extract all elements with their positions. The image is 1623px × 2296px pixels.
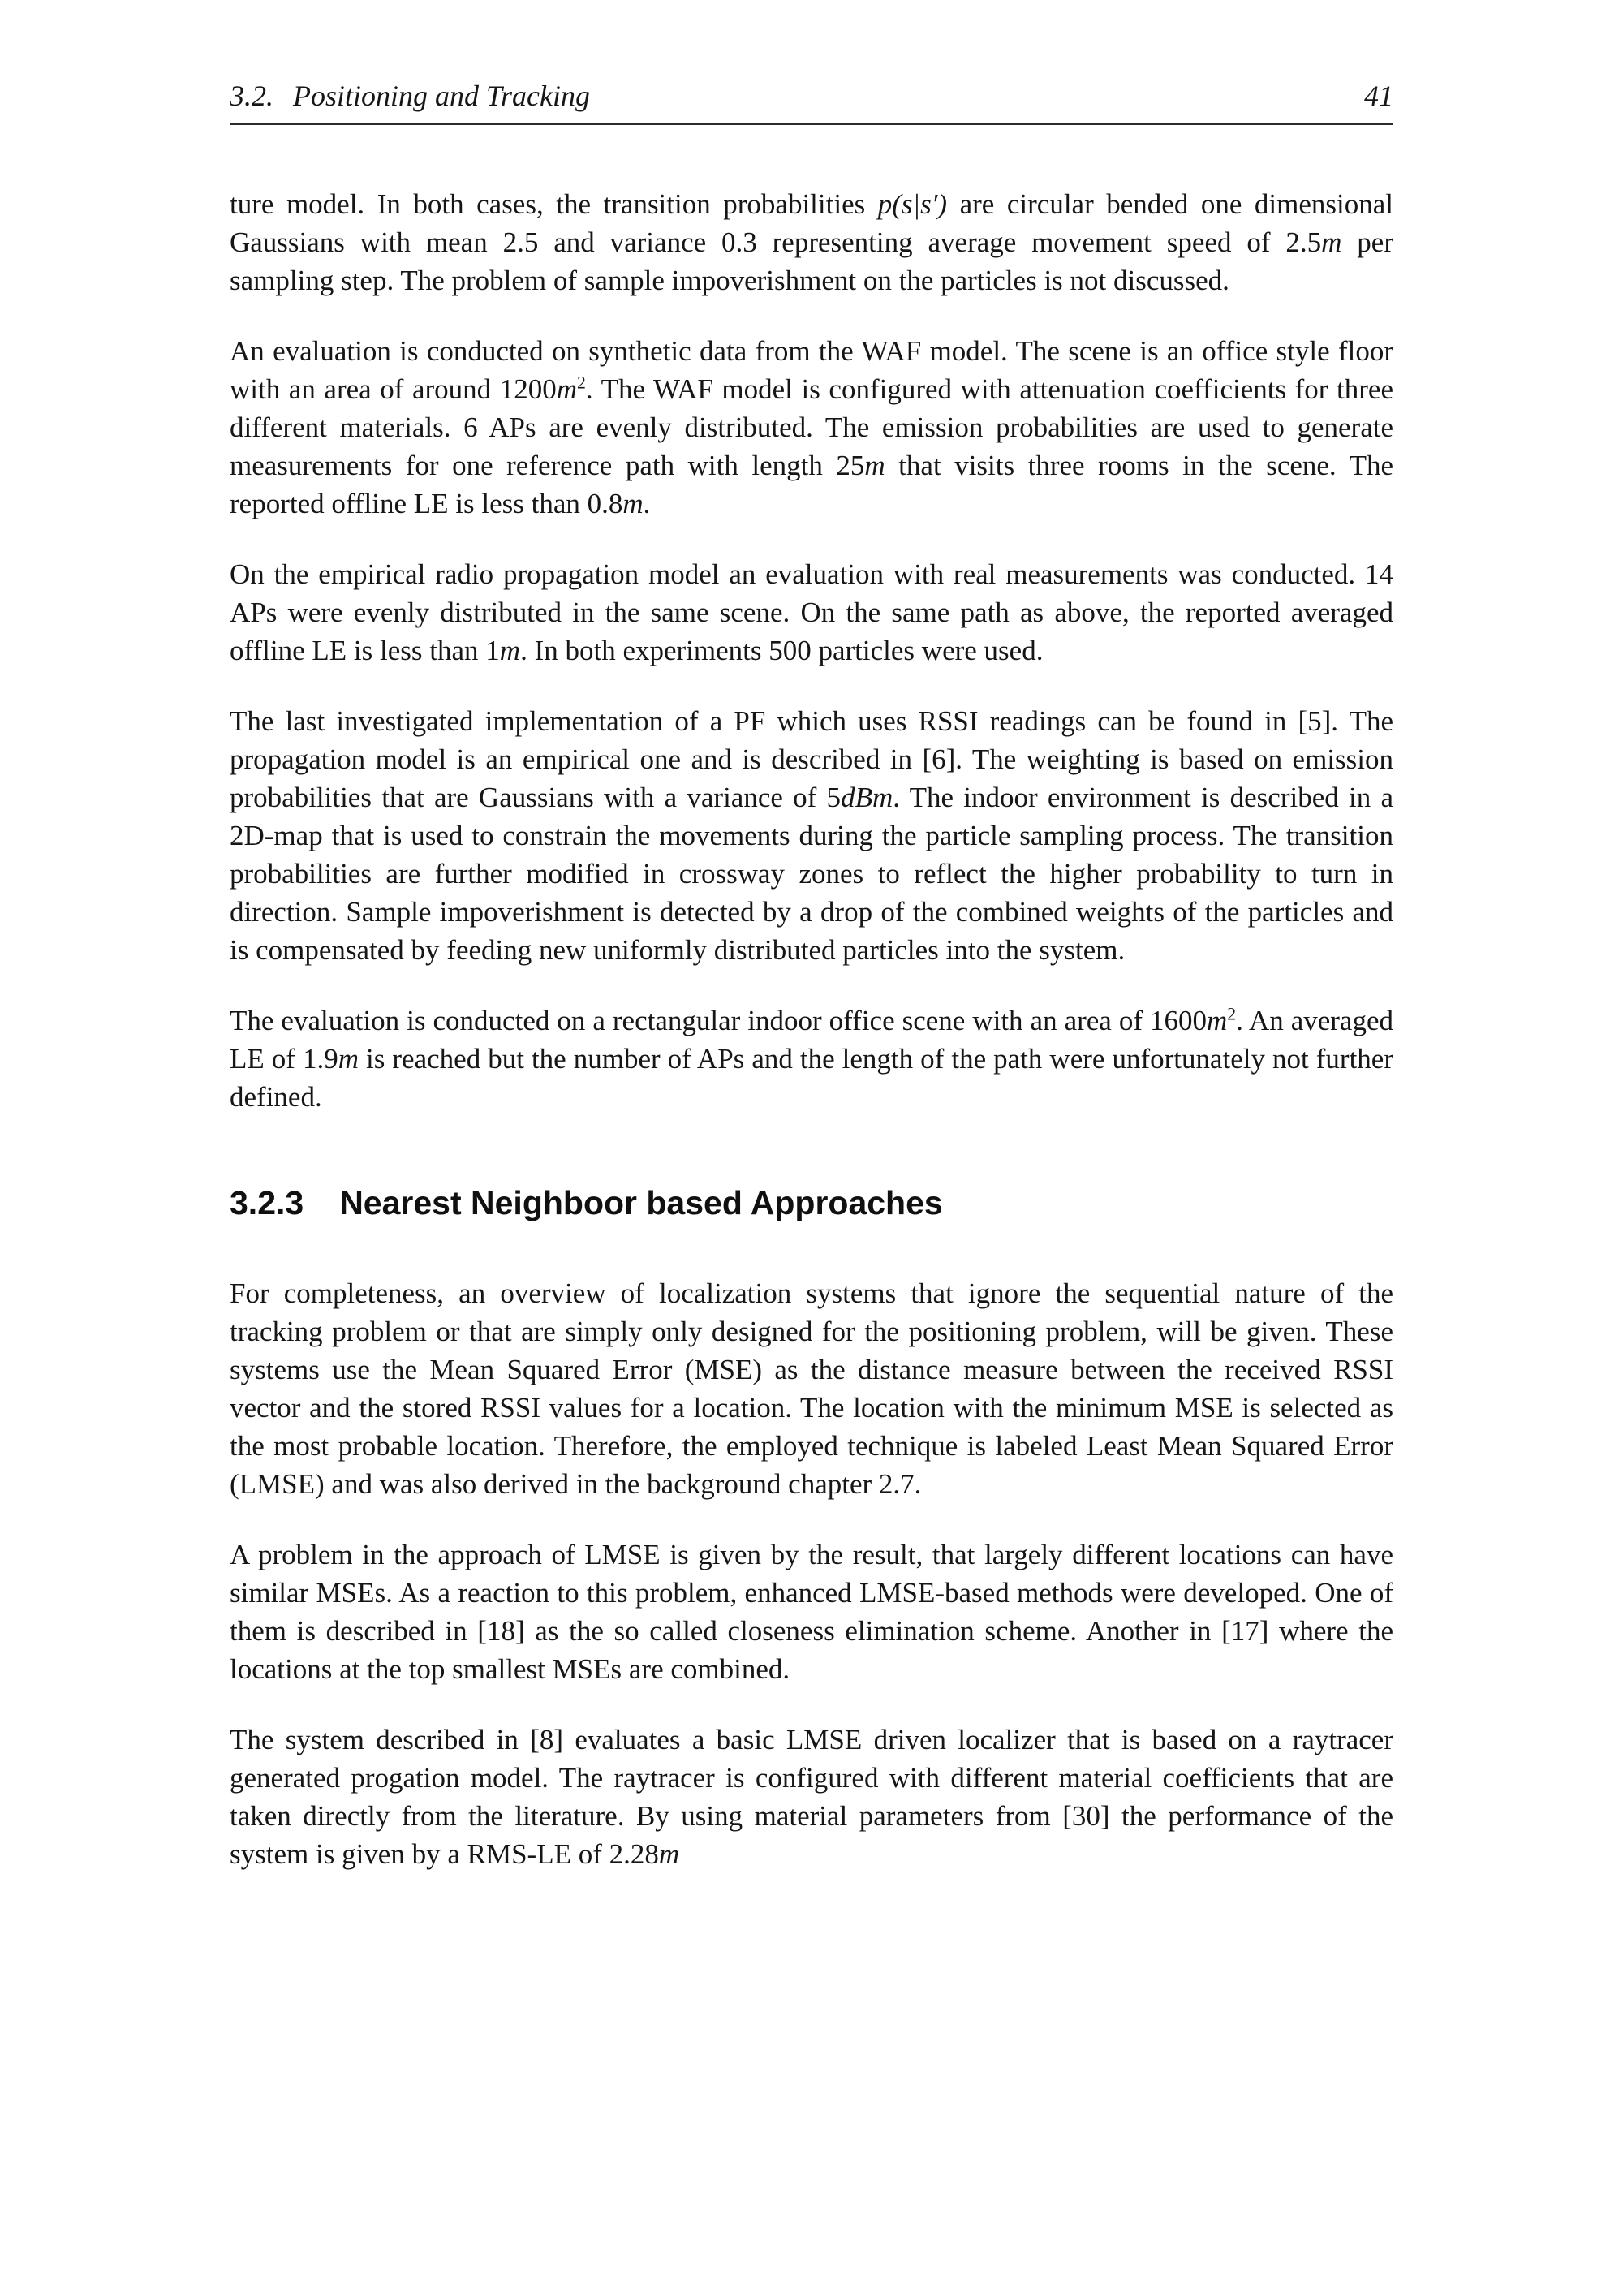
body-paragraph-7: A problem in the approach of LMSE is given by the result, that largely different locations can have similar MSEs. As a reaction to this problem, enhanced LMSE-based methods were developed. One of them is described in [18] as the so called closeness elimination scheme. Another in [17] where the locations at the top smallest MSEs are combined. — [230, 1539, 1393, 1685]
page-number: 41 — [1364, 80, 1393, 112]
section-heading — [230, 1183, 1393, 1222]
body-paragraph-1: ture model. In both cases, the transition probabilities p(s|s′) are circular bended one dimensional Gaussians with mean 2.5 and variance 0.3 representing average movement speed of 2.5m per sampling step. The problem of sample impoverishment on the particles is not discussed. — [230, 188, 1393, 296]
running-section-title: Positioning and Tracking — [293, 80, 591, 112]
body-paragraph-5: The evaluation is conducted on a rectangular indoor office scene with an area of $1600m^2$. An averaged LE of 1.9m is reached but the number of APs and the length of the path were unfortunately not further defined. — [230, 1004, 1394, 1113]
page-body — [230, 125, 1393, 1873]
body-paragraph-3: On the empirical radio propagation model an evaluation with real measurements was conducted. 14 APs were evenly distributed in the same scene. On the same path as above, the reported averaged offline LE is less than 1m. In both experiments 500 particles were used. — [230, 558, 1393, 666]
body-paragraph-6: For completeness, an overview of localization systems that ignore the sequential nature of the tracking problem or that are simply only designed for the positioning problem, will be given. These systems use the Mean Squared Error (MSE) as the distance measure between the received RSSI vector and the stored RSSI values for a location. The location with the minimum MSE is selected as the most probable location. Therefore, the employed technique is labeled Least Mean Squared Error (LMSE) and was also derived in the background chapter 2.7. — [230, 1277, 1393, 1500]
body-paragraph-4: The last investigated implementation of a PF which uses RSSI readings can be found in [5]. The propagation model is an empirical one and is described in [6]. The weighting is based on emission probabilities that are Gaussians with a variance of 5dBm. The indoor environment is described in a 2D-map that is used to constrain the movements during the particle sampling process. The transition probabilities are further modified in crossway zones to reflect the higher probability to turn in direction. Sample impoverishment is detected by a drop of the combined weights of the particles and is compensated by feeding new uniformly distributed particles into the system. — [230, 705, 1393, 966]
body-paragraph-8: The system described in [8] evaluates a basic LMSE driven localizer that is based on a raytracer generated progation model. The raytracer is configured with different material coefficients that are taken directly from the literature. By using material parameters from [30] the performance of the system is given by a RMS-LE of 2.28m — [230, 1724, 1393, 1870]
section-title: Nearest Neighboor based Approaches — [339, 1184, 943, 1221]
body-paragraph-2: An evaluation is conducted on synthetic data from the WAF model. The scene is an office style floor with an area of around $1200m^2$. The WAF model is configured with attenuation coefficients for three different materials. 6 APs are evenly distributed. The emission probabilities are used to generate measurements for one reference path with length 25m that visits three rooms in the scene. The reported offline LE is less than 0.8m. — [230, 335, 1393, 519]
section-number: 3.2.3 — [230, 1184, 304, 1221]
running-header — [230, 0, 1393, 125]
running-section-number: 3.2. — [230, 80, 273, 112]
running-header-left — [230, 79, 590, 113]
